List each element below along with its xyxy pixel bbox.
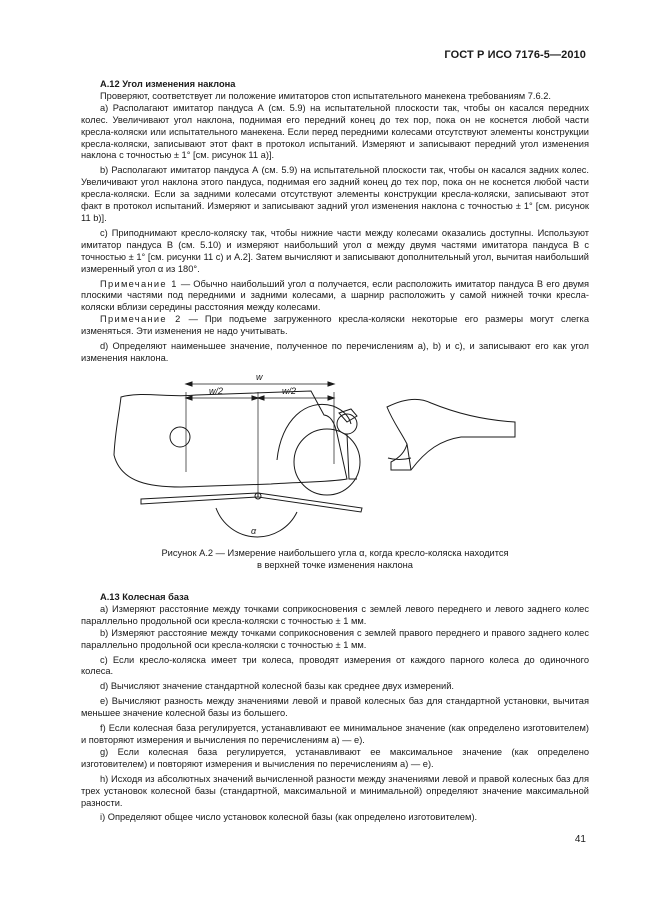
section-heading: А.13 Колесная база [100, 592, 189, 602]
dimension-extension-lines [186, 392, 334, 495]
label-w: w [256, 372, 263, 382]
list-item: f) Если колесная база регулируется, устанавливают ее минимальное значение (как определено изготовителем) и повторяют измерения и вычисления по перечислениям а) — е). [81, 723, 589, 745]
list-item: i) Определяют общее число установок колесной базы (как определено изготовителем). [100, 812, 478, 823]
note-text: — При подъеме загруженного кресла-коляски некоторые его размеры могут слегка изменяться. Эти изменения не надо учитывать. [81, 314, 589, 337]
caption-line: в верхней точке изменения наклона [257, 560, 413, 570]
caster-wheel [337, 414, 357, 434]
list-item: d) Вычисляют значение стандартной колесной базы как среднее двух измерений. [100, 681, 454, 692]
list-item: b) Измеряют расстояние между точками соприкосновения с землей правого переднего и правого заднего колес параллельно продольной оси кресла-коляски с точностью ± 1 мм. [81, 627, 589, 650]
section-a13 [81, 592, 589, 824]
foot-sole-line [388, 458, 411, 460]
figure-caption [81, 547, 589, 571]
section-a12 [81, 79, 589, 365]
list-item: g) Если колесная база регулируется, устанавливают ее максимальное значение (как определено изготовителем) и повторяют измерения и вычисления по перечислениям а) — е). [81, 746, 589, 769]
list-item: с) Приподнимают кресло-коляску так, чтобы нижние части между колесами оказались доступны. Используют имитатор пандуса В (см. 5.10) и измеряют наибольший угол α между двумя частями имитатора пандуса В с точностью ± 1° [см. рисунки 11 с) и А.2]. Затем вычисляют и записывают дополнительный угол, вычитая наибольший измеренный угол α из 180°. [81, 227, 589, 274]
angle-alpha-arc [216, 508, 297, 537]
note-text: — Обычно наибольший угол α получается, если расположить имитатор пандуса В его двумя плоскими частями под передними и задними колесами, а шарнир расположить у самой нижней точки кресла-коляски вблизи середины расстояния между колесами. [81, 278, 590, 313]
list-item: а) Располагают имитатор пандуса А (см. 5.9) на испытательной плоскости так, чтобы он касался передних колес. Увеличивают угол наклона, поднимая его передний конец до тех пор, пока он не коснется любой части кресла-коляски или испытательного манекена. Если перед передними колесами отсутствуют элементы конструкции кресла-коляски, записывают этот факт в протокол испытаний. Измеряют и записывают передний угол изменения наклона с точностью ± 1° [см. рисунок 11 а)]. [81, 102, 589, 161]
paragraph: Проверяют, соответствует ли положение имитаторов стоп испытательного манекена требованиям 7.6.2. [100, 90, 552, 101]
foot-heel-line [407, 444, 411, 470]
list-item: h) Исходя из абсолютных значений вычисленной разности между значениями левой и правой колесных баз для трех установок колесной базы (стандартной, максимальной и минимальной) определяют значение максимальной разности. [81, 773, 589, 808]
list-item: с) Если кресло-коляска имеет три колеса, проводят измерения от каждого парного колеса до одиночного колеса. [81, 654, 589, 677]
page-number: 41 [574, 834, 586, 845]
note-label: Примечание 1 [100, 278, 178, 289]
label-alpha: α [251, 526, 257, 536]
small-wheel [170, 427, 190, 447]
section-heading: А.12 Угол изменения наклона [100, 79, 236, 89]
label-w2-right: w/2 [282, 386, 297, 396]
list-item: b) Располагают имитатор пандуса А (см. 5.9) на испытательной плоскости так, чтобы он касался задних колес. Увеличивают угол наклона этого пандуса, поднимая его задний конец до тех пор, пока он не коснется любой части кресла-коляски. Если за задними колесами отсутствуют элементы конструкции кресла-коляски, записывают этот факт в протокол испытаний. Измеряют и записывают задний угол изменения наклона с точностью ± 1° [см. рисунок 11 b)]. [81, 165, 589, 223]
large-wheel [294, 429, 360, 495]
list-item: а) Измеряют расстояние между точками соприкосновения с землей левого переднего и левого заднего колес параллельно продольной оси кресла-коляски с точностью ± 1 мм. [81, 603, 589, 626]
label-w2-left: w/2 [209, 386, 224, 396]
figure-a2 [81, 360, 589, 545]
ramp-plate-left [141, 493, 258, 504]
caption-line: Рисунок А.2 — Измерение наибольшего угла α, когда кресло-коляска находится [161, 548, 509, 558]
note-label: Примечание 2 [100, 314, 182, 325]
list-item: d) Определяют наименьшее значение, полученное по перечислениям а), b) и с), и записывают его как угол изменения наклона. [81, 341, 589, 363]
note-2 [81, 314, 589, 338]
document-header: ГОСТ Р ИСО 7176-5—2010 [444, 49, 586, 61]
ramp-plate-right [258, 493, 362, 512]
wheelchair-ramp-diagram [81, 360, 589, 545]
note-1 [81, 279, 589, 315]
list-item: е) Вычисляют разность между значениями левой и правой колесных баз для стандартной установки, вычитая меньшее значение колесной базы из большего. [81, 696, 589, 719]
